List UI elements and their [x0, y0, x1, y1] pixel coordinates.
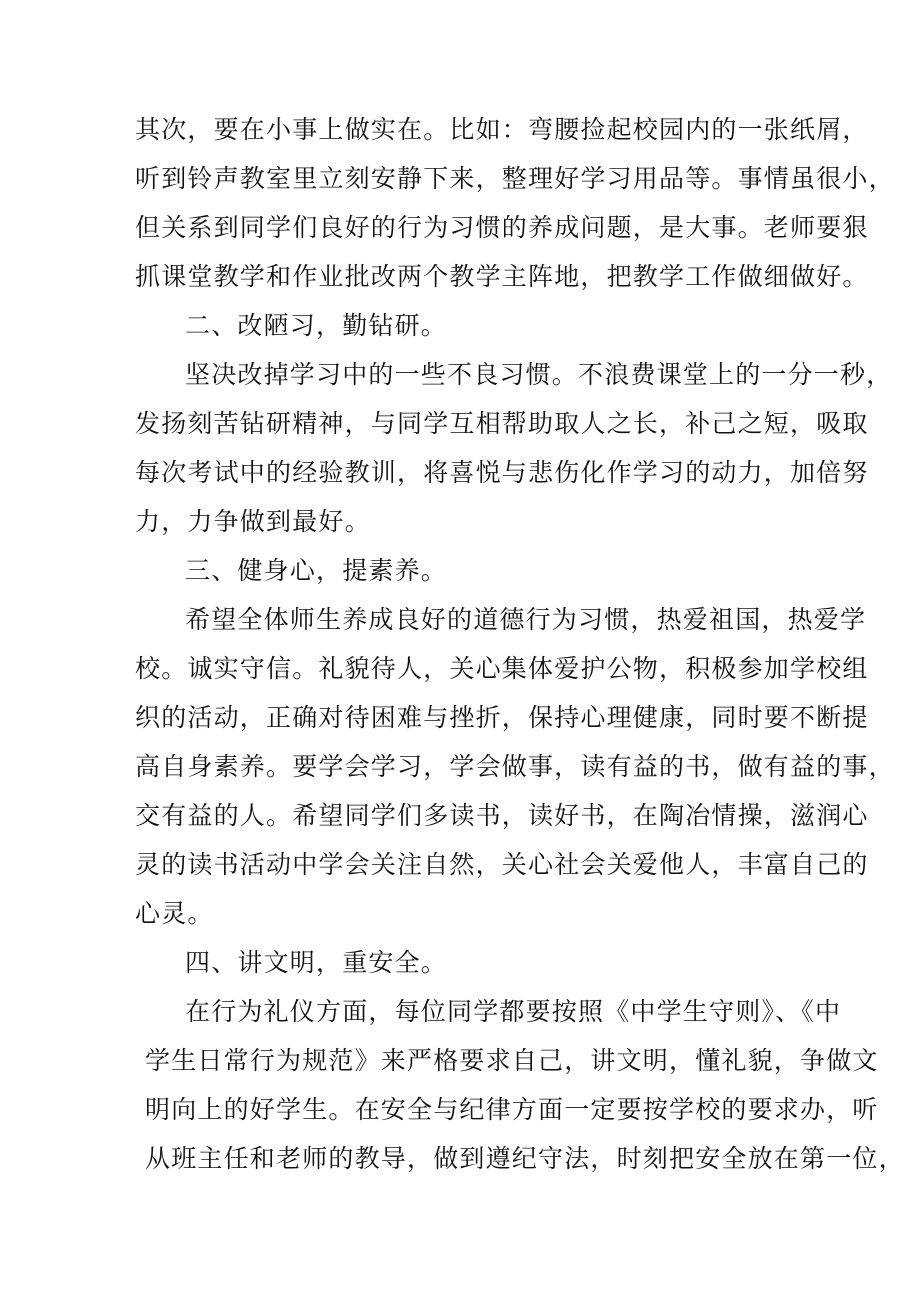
section-heading: 三、健身心，提素养。: [185, 556, 448, 585]
text-line: 高自身素养。要学会学习，学会做事，读有益的书，做有益的事，: [135, 752, 895, 781]
section-heading: 四、讲文明，重安全。: [185, 948, 448, 977]
text-line: 但关系到同学们良好的行为习惯的养成问题，是大事。老师要狠: [135, 213, 869, 242]
text-line: 织的活动，正确对待困难与挫折，保持心理健康，同时要不断提: [135, 703, 869, 732]
text-line: 每次考试中的经验教训，将喜悦与悲伤化作学习的动力，加倍努: [135, 458, 869, 487]
text-line: 心灵。: [135, 899, 214, 928]
text-line: 灵的读书活动中学会关注自然，关心社会关爱他人，丰富自己的: [135, 850, 869, 879]
text-line: 抓课堂教学和作业批改两个教学主阵地，把教学工作做细做好。: [135, 262, 869, 291]
text-line: 从班主任和老师的教导，做到遵纪守法，时刻把安全放在第一位，: [145, 1144, 905, 1173]
text-line: 希望全体师生养成良好的道德行为习惯，热爱祖国，热爱学: [185, 605, 867, 634]
text-line: 听到铃声教室里立刻安静下来，整理好学习用品等。事情虽很小，: [135, 164, 895, 193]
text-line: 力，力争做到最好。: [135, 507, 371, 536]
text-line: 发扬刻苦钻研精神，与同学互相帮助取人之长，补己之短，吸取: [135, 409, 869, 438]
text-line: 明向上的好学生。在安全与纪律方面一定要按学校的要求办，听: [145, 1095, 879, 1124]
text-line: 在行为礼仪方面，每位同学都要按照《中学生守则》、《中: [185, 997, 842, 1026]
text-line: 坚决改掉学习中的一些不良习惯。不浪费课堂上的一分一秒，: [185, 360, 893, 389]
section-heading: 二、改陋习，勤钻研。: [185, 311, 448, 340]
text-line: 交有益的人。希望同学们多读书，读好书，在陶冶情操，滋润心: [135, 801, 869, 830]
text-line: 学生日常行为规范》来严格要求自己，讲文明，懂礼貌，争做文: [145, 1046, 879, 1075]
text-line: 其次，要在小事上做实在。比如：弯腰捡起校园内的一张纸屑，: [135, 115, 869, 144]
text-line: 校。诚实守信。礼貌待人，关心集体爱护公物，积极参加学校组: [135, 654, 869, 683]
